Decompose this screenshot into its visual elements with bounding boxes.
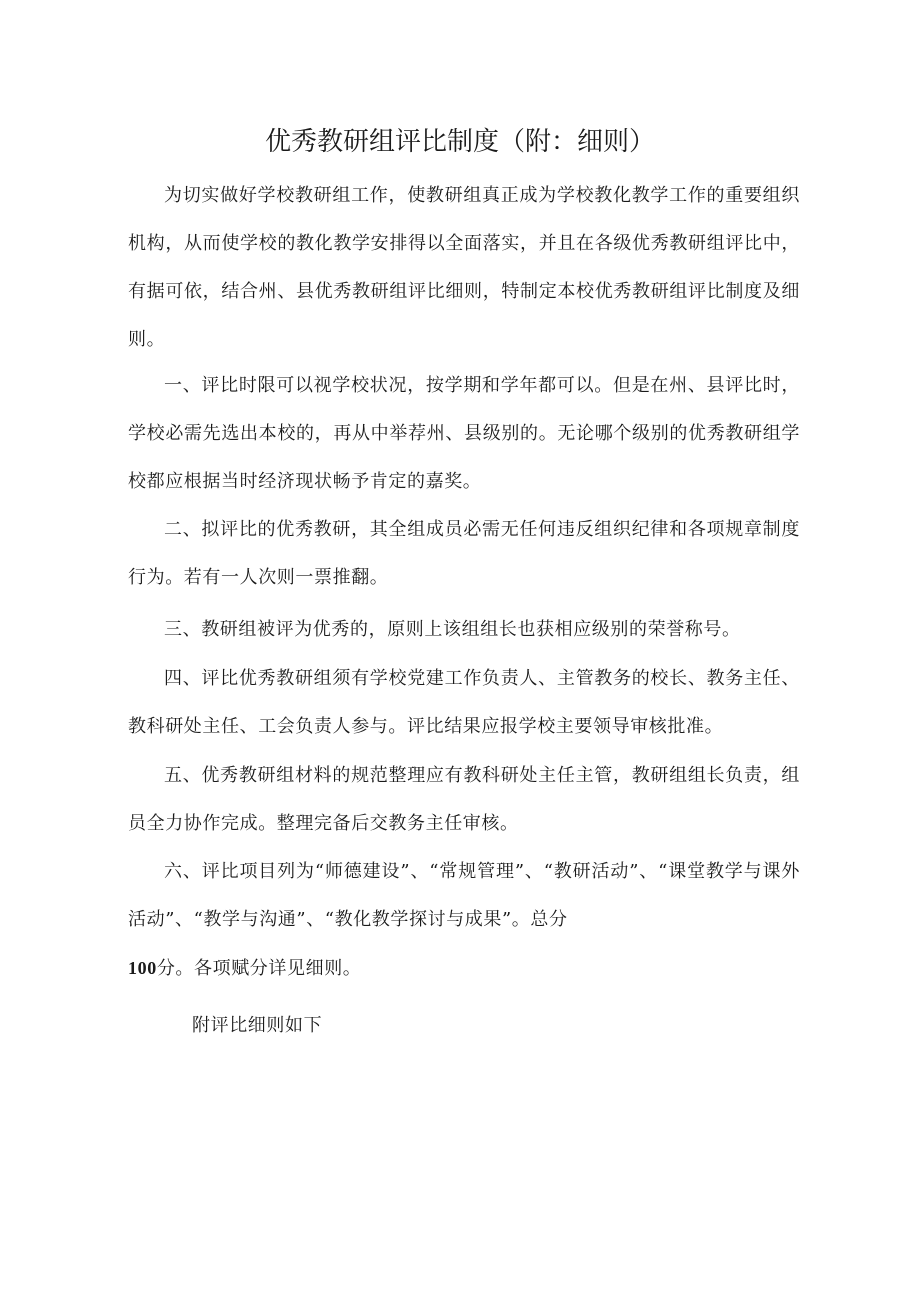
- rule-item-4: 四、评比优秀教研组须有学校党建工作负责人、主管教务的校长、教务主任、教科研处主任、工会负责人参与。评比结果应报学校主要领导审核批准。: [128, 668, 800, 737]
- rule-item-1: 一、评比时限可以视学校状况，按学期和学年都可以。但是在州、县评比时，学校必需先选出本校的，再从中举荐州、县级别的。无论哪个级别的优秀教研组学校都应根据当时经济现状畅予肯定的嘉奖。: [128, 375, 800, 492]
- score-total: 100: [128, 958, 157, 978]
- score-line: [128, 944, 800, 993]
- appendix-note: 附评比细则如下: [192, 1015, 323, 1036]
- score-note: 分。各项赋分详见细则。: [156, 958, 362, 979]
- intro-paragraph: 为切实做好学校教研组工作，使教研组真正成为学校教化教学工作的重要组织机构，从而使学校的教化教学安排得以全面落实，并且在各级优秀教研组评比中，有据可依，结合州、县优秀教研组评比细则，特制定本校优秀教研组评比制度及细则。: [128, 185, 800, 350]
- rule-item-3: 三、教研组被评为优秀的，原则上该组组长也获相应级别的荣誉称号。: [164, 619, 741, 640]
- document-title: 优秀教研组评比制度（附：细则）: [264, 127, 655, 157]
- rule-item-5: 五、优秀教研组材料的规范整理应有教科研处主任主管，教研组组长负责，组员全力协作完成。整理完备后交教务主任审核。: [128, 765, 800, 834]
- rule-item-6: 六、评比项目列为“师德建设”、“常规管理”、“教研活动”、“课堂教学与课外活动”、“教学与沟通”、“教化教学探讨与成果”。总分: [128, 861, 800, 930]
- rule-item-2: 二、拟评比的优秀教研，其全组成员必需无任何违反组织纪律和各项规章制度行为。若有一人次则一票推翻。: [128, 519, 800, 588]
